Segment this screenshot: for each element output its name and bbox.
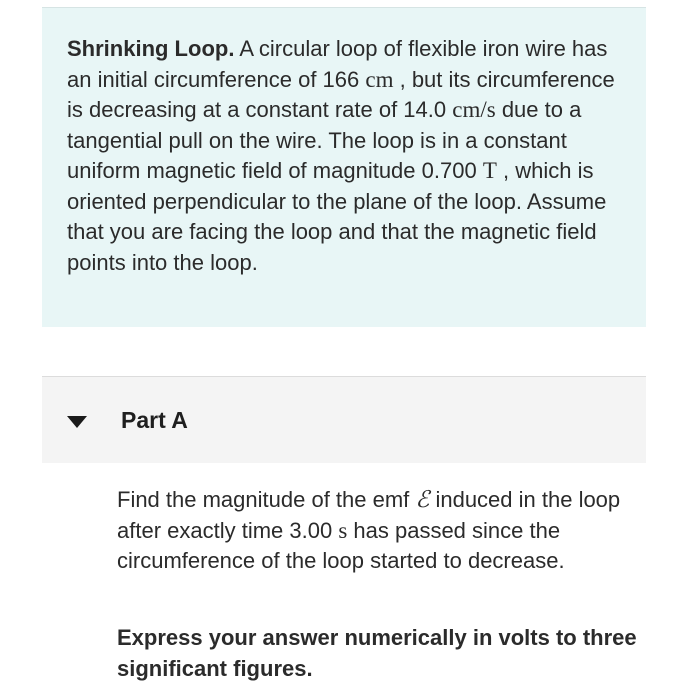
part-a-question bbox=[117, 485, 637, 577]
problem-text-segment-3: due to a tangential pull on the wire. The loop is in a constant uniform magnetic field of magnitude 0.700 bbox=[67, 97, 582, 183]
problem-text-segment-2: , but its circumference is decreasing at a constant rate of 14.0 bbox=[67, 66, 615, 122]
unit-centimeter: cm bbox=[365, 66, 394, 92]
unit-tesla: T bbox=[482, 158, 497, 183]
question-segment-3: has passed since the circumference of the loop started to decrease. bbox=[117, 517, 565, 573]
problem-text-segment-1: A circular loop of flexible iron wire has an initial circumference of 166 bbox=[67, 36, 608, 92]
problem-text-segment-4: , which is oriented perpendicular to the plane of the loop. Assume that you are facing the loop and that the magnetic field points into the loop. bbox=[67, 158, 607, 275]
question-segment-2: induced in the loop after exactly time 3.00 bbox=[117, 487, 621, 543]
answer-instruction: Express your answer numerically in volts to three significant figures. bbox=[117, 625, 637, 681]
question-segment-1: Find the magnitude of the emf bbox=[117, 487, 416, 512]
part-a-title: Part A bbox=[121, 407, 188, 433]
emf-symbol: ℰ bbox=[415, 487, 430, 513]
problem-title: Shrinking Loop. bbox=[67, 36, 235, 61]
part-a-header[interactable] bbox=[42, 377, 646, 463]
caret-down-icon[interactable] bbox=[67, 416, 87, 428]
unit-second: s bbox=[338, 517, 348, 543]
problem-statement-box bbox=[42, 7, 646, 327]
problem-statement bbox=[67, 34, 632, 278]
unit-centimeter-per-second: cm/s bbox=[452, 97, 496, 122]
